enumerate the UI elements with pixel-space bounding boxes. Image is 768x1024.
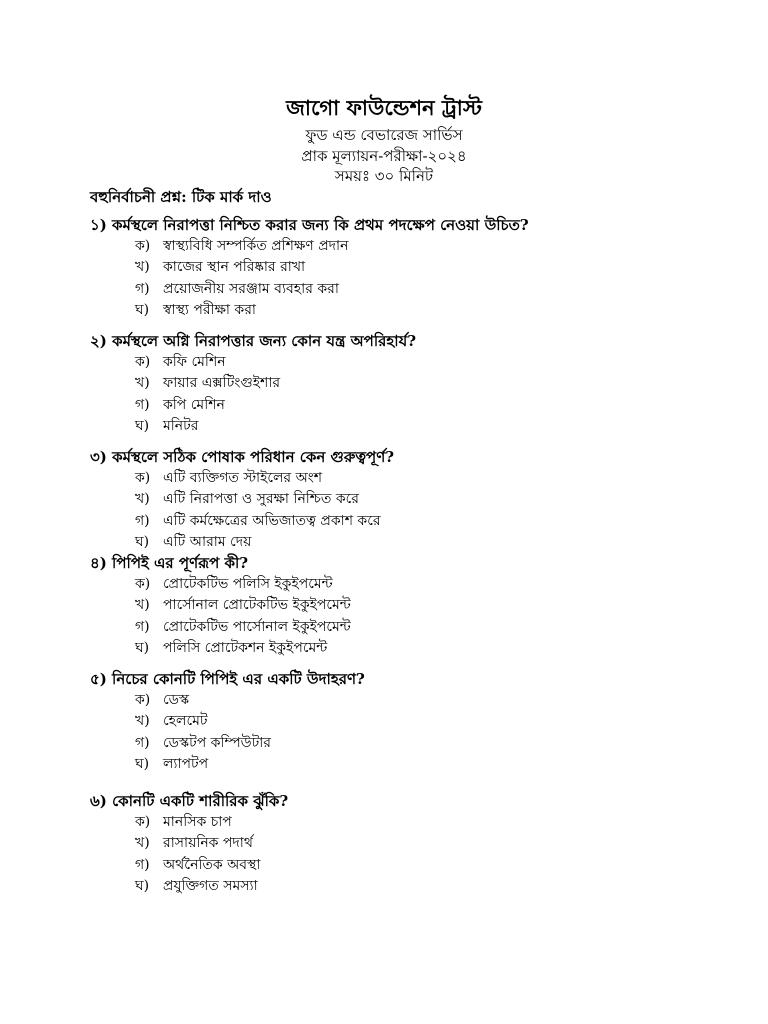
option-label: ক) xyxy=(135,238,151,254)
option-label: ক) xyxy=(135,814,151,830)
option-text: স্বাস্থ্যবিধি সম্পর্কিত প্রশিক্ষণ প্রদান xyxy=(163,238,349,254)
option-label: গ) xyxy=(135,280,150,297)
option-text: মনিটর xyxy=(163,417,199,434)
option-label: ক) xyxy=(135,692,151,708)
option-ga[interactable] xyxy=(90,617,750,638)
option-text: প্রোটেকটিভ পার্সোনাল ইকুইপমেন্ট xyxy=(163,618,351,635)
option-text: ডেস্কটপ কম্পিউটার xyxy=(163,734,271,751)
option-label: ঘ) xyxy=(135,755,150,772)
question-6 xyxy=(90,790,750,897)
option-text: হেলমেট xyxy=(163,713,208,730)
option-label: খ) xyxy=(135,375,150,392)
option-label: খ) xyxy=(135,597,150,614)
instruction: বহুনির্বাচনী প্রশ্ন: টিক মার্ক দাও xyxy=(90,188,272,206)
option-ga[interactable] xyxy=(90,395,750,416)
option-gha[interactable] xyxy=(90,754,750,775)
option-label: ক) xyxy=(135,576,151,592)
option-label: খ) xyxy=(135,491,150,508)
option-text: এটি ব্যক্তিগত স্টাইলের অংশ xyxy=(163,470,323,486)
option-ka[interactable] xyxy=(90,574,750,595)
option-gha[interactable] xyxy=(90,876,750,897)
option-text: অর্থনৈতিক অবস্থা xyxy=(163,856,261,873)
option-ka[interactable] xyxy=(90,352,750,373)
question-text: ৬) কোনটি একটি শারীরিক ঝুঁকি? xyxy=(90,792,289,810)
question-text: ২) কর্মস্থলে অগ্নি নিরাপত্তার জন্য কোন যন্ত্র অপরিহার্য? xyxy=(90,332,417,350)
option-text: স্বাস্থ্য পরীক্ষা করা xyxy=(163,301,256,318)
question-text: ১) কর্মস্থলে নিরাপত্তা নিশ্চিত করার জন্য কি প্রথম পদক্ষেপ নেওয়া উচিত? xyxy=(90,216,529,234)
question-3 xyxy=(90,446,750,553)
option-ga[interactable] xyxy=(90,855,750,876)
exam-time: সময়ঃ ৩০ মিনিট xyxy=(334,167,434,185)
question-1 xyxy=(90,214,750,321)
option-kha[interactable] xyxy=(90,833,750,854)
option-ka[interactable] xyxy=(90,812,750,833)
option-ga[interactable] xyxy=(90,279,750,300)
option-label: ঘ) xyxy=(135,639,150,656)
option-label: ঘ) xyxy=(135,877,150,894)
question-text: ৪) পিপিই এর পূর্ণরূপ কী? xyxy=(90,554,249,572)
option-text: প্রোটেকটিভ পলিসি ইকুইপমেন্ট xyxy=(163,576,333,592)
option-label: ঘ) xyxy=(135,533,150,550)
exam-name: প্রাক মূল্যায়ন-পরীক্ষা-২০২৪ xyxy=(301,147,467,165)
option-label: খ) xyxy=(135,259,150,276)
option-label: ঘ) xyxy=(135,417,150,434)
question-text: ৩) কর্মস্থলে সঠিক পোষাক পরিধান কেন গুরুত্বপূর্ণ? xyxy=(90,448,395,466)
option-gha[interactable] xyxy=(90,638,750,659)
option-label: ঘ) xyxy=(135,301,150,318)
option-text: প্রয়োজনীয় সরঞ্জাম ব্যবহার করা xyxy=(163,280,339,297)
option-kha[interactable] xyxy=(90,711,750,732)
option-gha[interactable] xyxy=(90,532,750,553)
option-kha[interactable] xyxy=(90,489,750,510)
option-text: প্রযুক্তিগত সমস্যা xyxy=(163,877,258,894)
option-text: কপি মেশিন xyxy=(163,396,225,413)
option-gha[interactable] xyxy=(90,416,750,437)
option-text: ল্যাপটপ xyxy=(163,755,209,772)
option-text: কাজের স্থান পরিষ্কার রাখা xyxy=(163,259,306,276)
option-label: খ) xyxy=(135,713,150,730)
option-ka[interactable] xyxy=(90,468,750,489)
option-kha[interactable] xyxy=(90,257,750,278)
course-subtitle: ফুড এন্ড বেভারেজ সার্ভিস xyxy=(305,126,463,144)
question-5 xyxy=(90,668,750,775)
option-label: গ) xyxy=(135,734,150,751)
option-label: গ) xyxy=(135,512,150,529)
option-text: কফি মেশিন xyxy=(163,354,226,370)
option-text: পলিসি প্রোটেকশন ইকুইপমেন্ট xyxy=(163,639,328,656)
option-label: খ) xyxy=(135,835,150,852)
option-text: মানসিক চাপ xyxy=(163,814,232,830)
option-text: ডেস্ক xyxy=(163,692,190,708)
question-2 xyxy=(90,330,750,437)
option-text: পার্সোনাল প্রোটেকটিভ ইকুইপমেন্ট xyxy=(163,597,351,614)
option-text: রাসায়নিক পদার্থ xyxy=(163,835,253,852)
option-ga[interactable] xyxy=(90,511,750,532)
option-text: এটি কর্মক্ষেত্রের অভিজাতত্ব প্রকাশ করে xyxy=(163,512,381,529)
option-label: গ) xyxy=(135,396,150,413)
option-ga[interactable] xyxy=(90,733,750,754)
option-text: এটি আরাম দেয় xyxy=(163,533,252,550)
option-label: ক) xyxy=(135,470,151,486)
option-label: ক) xyxy=(135,354,151,370)
option-ka[interactable] xyxy=(90,690,750,711)
org-title: জাগো ফাউন্ডেশন ট্রাস্ট xyxy=(286,95,482,120)
option-kha[interactable] xyxy=(90,373,750,394)
question-text: ৫) নিচের কোনটি পিপিই এর একটি উদাহরণ? xyxy=(90,670,365,688)
option-text: এটি নিরাপত্তা ও সুরক্ষা নিশ্চিত করে xyxy=(163,491,359,508)
option-kha[interactable] xyxy=(90,595,750,616)
option-label: গ) xyxy=(135,618,150,635)
option-text: ফায়ার এক্সটিংগুইশার xyxy=(163,375,281,392)
option-label: গ) xyxy=(135,856,150,873)
option-ka[interactable] xyxy=(90,236,750,257)
option-gha[interactable] xyxy=(90,300,750,321)
question-4 xyxy=(90,552,750,659)
